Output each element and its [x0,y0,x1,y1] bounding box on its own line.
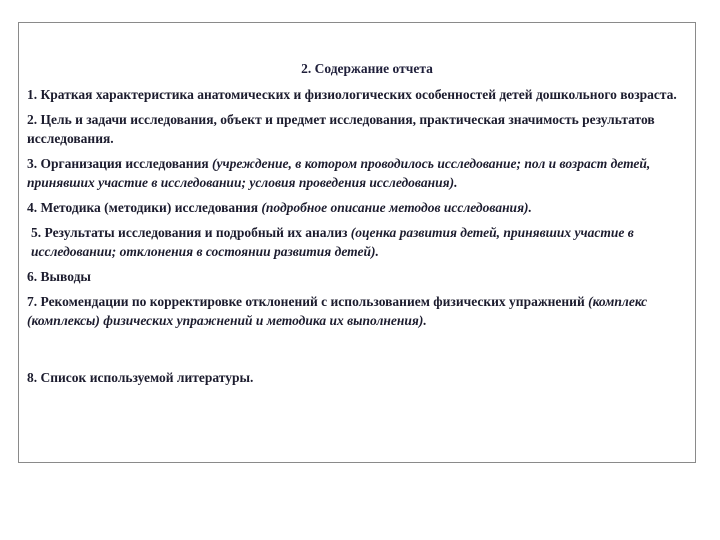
report-content-frame [18,22,696,463]
list-item-2 [27,110,691,148]
item-main-text: 7. Рекомендации по корректировке отклонений с использованием физических упражнений [27,294,589,309]
list-item-1 [27,85,691,104]
item-main-text: 5. Результаты исследования и подробный их анализ [31,225,351,240]
item-note-text: (подробное описание методов исследования). [261,200,532,215]
item-main-text: 2. Цель и задачи исследования, объект и предмет исследования, практическая значимость результатов исследования. [27,112,655,146]
list-item-6 [27,267,691,286]
item-main-text: 1. Краткая характеристика анатомических и физиологических особенностей детей дошкольного возраста. [27,87,677,102]
item-note-text: (оценка развития детей, принявших участие в исследовании; отклонения в состоянии развития детей). [31,225,634,259]
item-note-text: (комплекс (комплексы) физических упражнений и методика их выполнения). [27,294,648,328]
list-item-4 [27,198,691,217]
item-main-text: 8. Список используемой литературы. [27,370,254,385]
section-heading: 2. Содержание отчета [301,61,433,76]
list-item-8 [27,368,691,387]
report-items-list [27,85,691,387]
item-main-text: 3. Организация исследования [27,156,213,171]
item-main-text: 4. Методика (методики) исследования [27,200,262,215]
item-main-text: 6. Выводы [27,269,91,284]
item-note-text: (учреждение, в котором проводилось исследование; пол и возраст детей, принявших участие в исследовании; условия проведения исследования). [27,156,651,190]
list-item-5 [27,223,691,261]
list-item-7 [27,292,691,330]
list-item-3 [27,154,691,192]
